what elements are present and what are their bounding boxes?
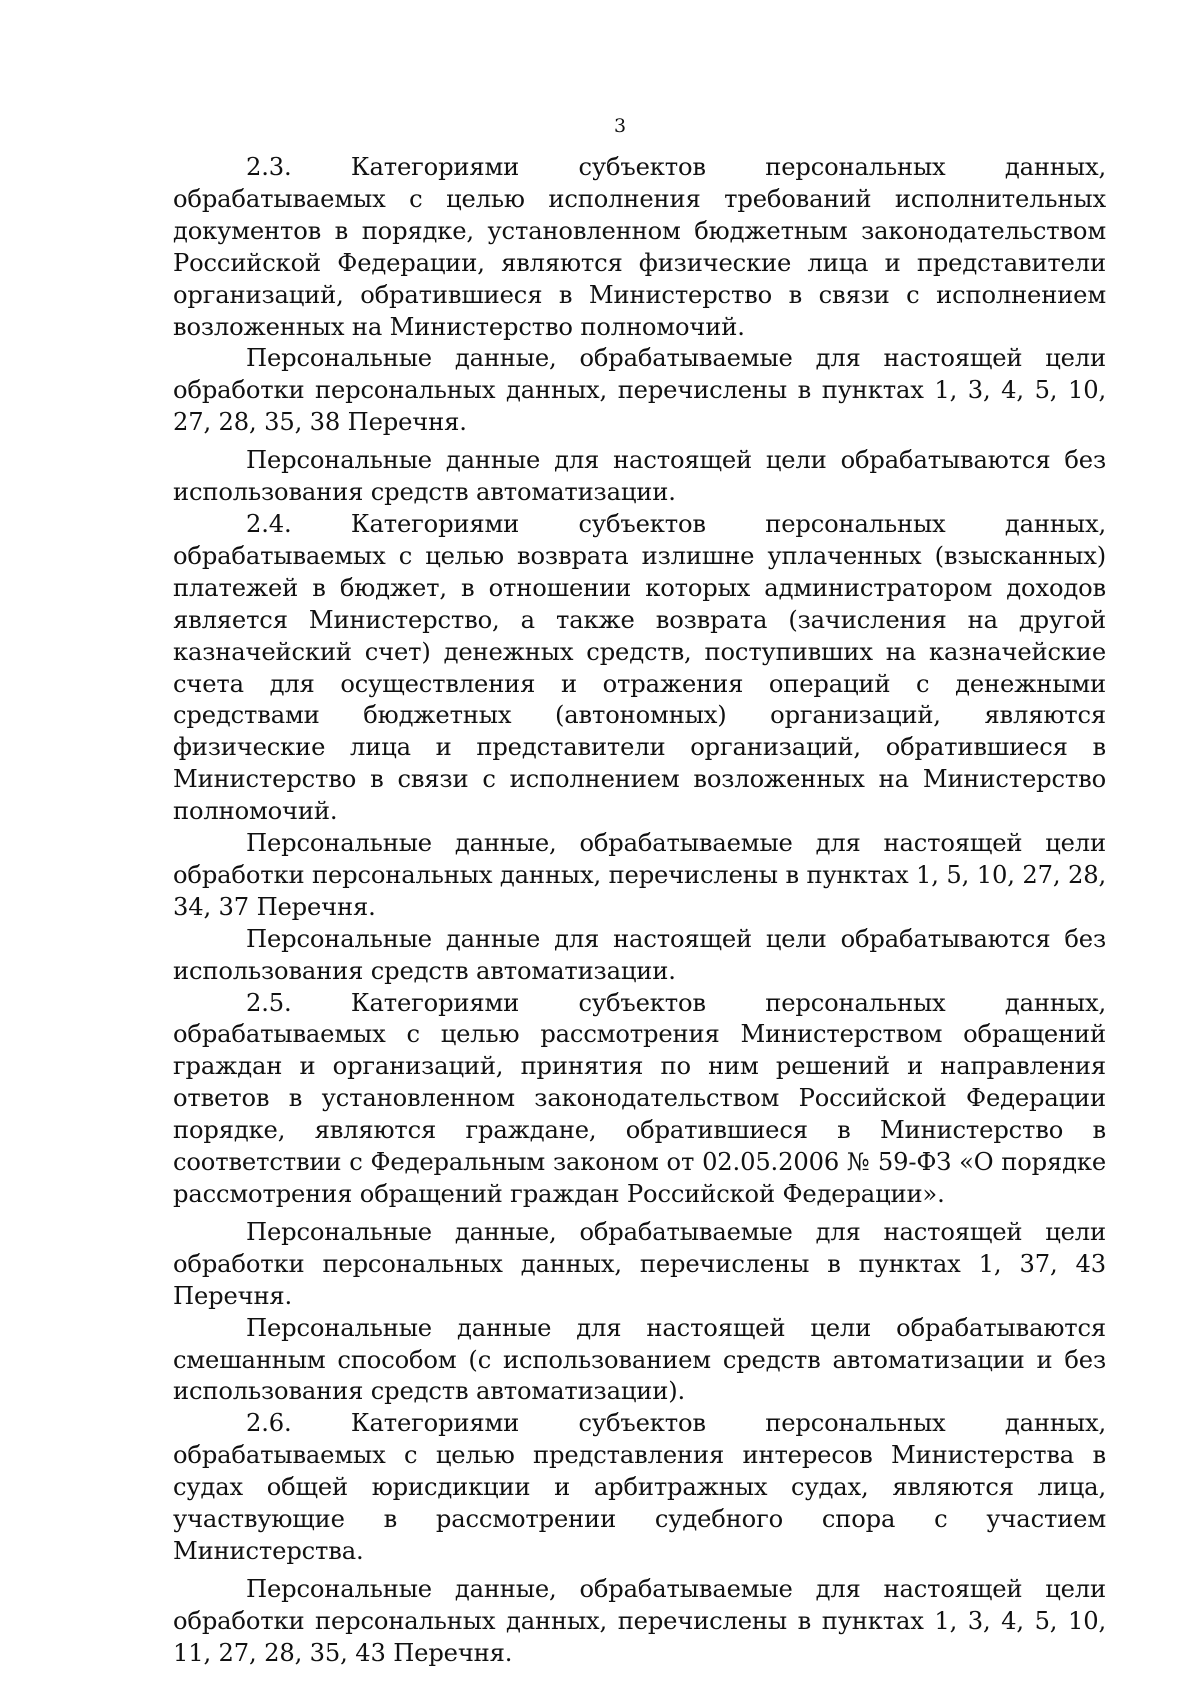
paragraph-2-4: 2.4. Категориями субъектов персональных данных, обрабатываемых с целью возврата излишне уплаченных (взысканных) платежей в бюджет, в отношении которых администратором доходов является Министерство, а также возврата (зачисления на другой казначейский счет) денежных средств, поступивших на казначейские счета для осуществления и отражения операций с денежными средствами бюджетных (автономных) организаций, являются физические лица и представители организаций, обратившиеся в Министерство в связи с исполнением возложенных на Министерство полномочий.	[173, 509, 1106, 826]
document-body	[173, 152, 1106, 1670]
page-number: 3	[613, 115, 627, 137]
paragraph-2-6: 2.6. Категориями субъектов персональных данных, обрабатываемых с целью представления интересов Министерства в судах общей юрисдикции и арбитражных судах, являются лица, участвующие в рассмотрении судебного спора с участием Министерства.	[173, 1409, 1106, 1565]
paragraph-2-4-data-list: Персональные данные, обрабатываемые для настоящей цели обработки персональных данных, перечислены в пунктах 1, 5, 10, 27, 28, 34, 37 Перечня.	[173, 829, 1106, 921]
paragraph-2-3-processing-method: Персональные данные для настоящей цели обрабатываются без использования средств автоматизации.	[173, 446, 1106, 507]
paragraph-2-5-processing-method: Персональные данные для настоящей цели обрабатываются смешанным способом (с использованием средств автоматизации и без использования средств автоматизации).	[173, 1313, 1106, 1406]
paragraph-2-3: 2.3. Категориями субъектов персональных данных, обрабатываемых с целью исполнения требований исполнительных документов в порядке, установленном бюджетным законодательством Российской Федерации, являются физические лица и представители организаций, обратившиеся в Министерство в связи с исполнением возложенных на Министерство полномочий.	[173, 153, 1106, 341]
paragraph-2-6-data-list: Персональные данные, обрабатываемые для настоящей цели обработки персональных данных, перечислены в пунктах 1, 3, 4, 5, 10, 11, 27, 28, 35, 43 Перечня.	[173, 1574, 1106, 1667]
paragraph-2-3-data-list: Персональные данные, обрабатываемые для настоящей цели обработки персональных данных, перечислены в пунктах 1, 3, 4, 5, 10, 27, 28, 35, 38 Перечня.	[173, 344, 1106, 437]
paragraph-2-4-processing-method: Персональные данные для настоящей цели обрабатываются без использования средств автоматизации.	[173, 924, 1106, 985]
paragraph-2-5-data-list: Персональные данные, обрабатываемые для настоящей цели обработки персональных данных, перечислены в пунктах 1, 37, 43 Перечня.	[173, 1217, 1106, 1310]
paragraph-2-5: 2.5. Категориями субъектов персональных данных, обрабатываемых с целью рассмотрения Министерством обращений граждан и организаций, принятия по ним решений и направления ответов в установленном законодательством Российской Федерации порядке, являются граждане, обратившиеся в Министерство в соответствии с Федеральным законом от 02.05.2006 № 59-ФЗ «О порядке рассмотрения обращений граждан Российской Федерации».	[173, 988, 1106, 1208]
